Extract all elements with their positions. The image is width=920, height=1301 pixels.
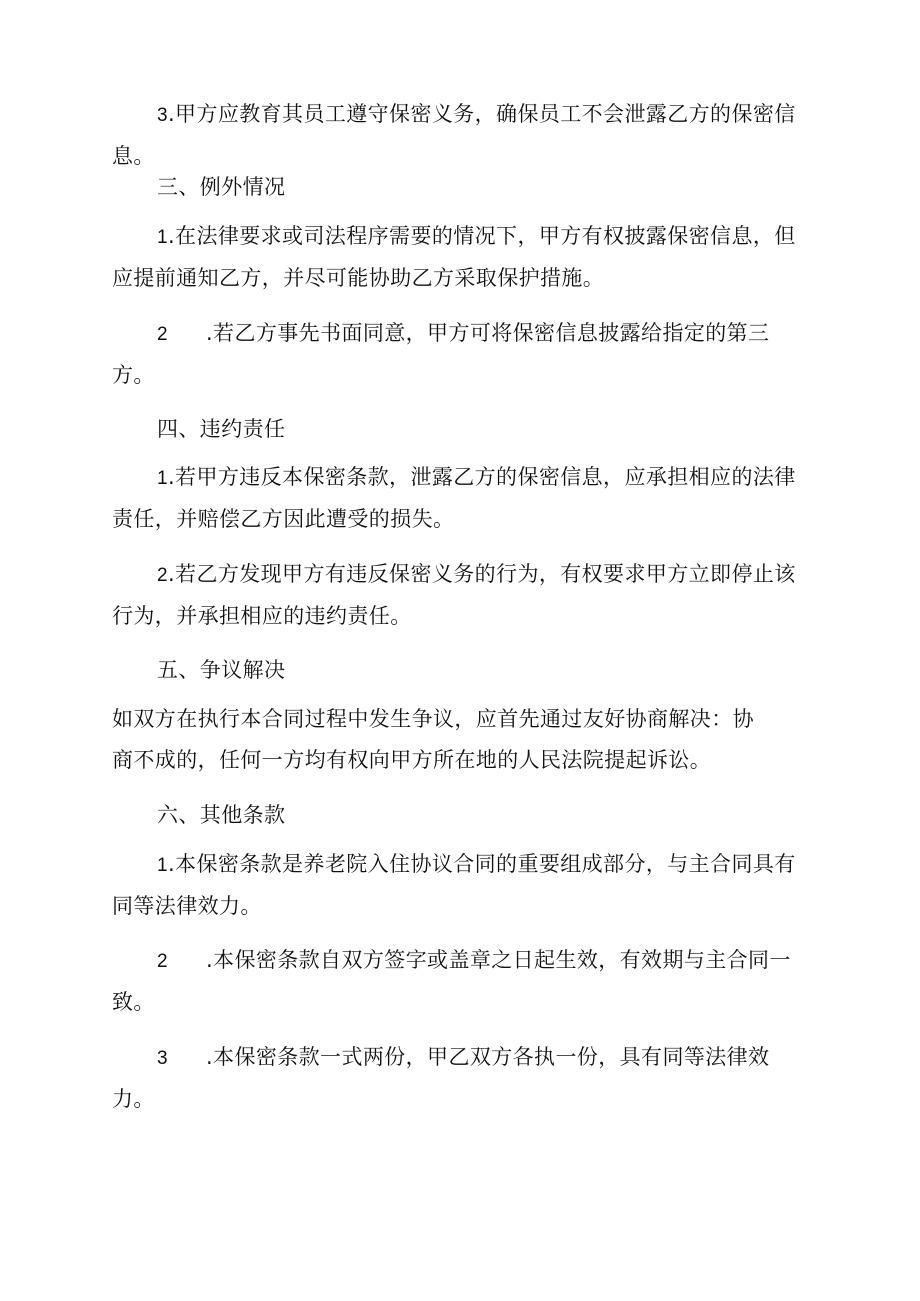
clause-line bbox=[112, 940, 812, 982]
clause-number: 1 bbox=[157, 855, 168, 876]
clause-number: 1 bbox=[157, 468, 168, 489]
section-heading-text: 四、违约责任 bbox=[157, 417, 286, 441]
clause-line: 力。 bbox=[112, 1087, 155, 1111]
clause-line: 如双方在执行本合同过程中发生争议，应首先通过友好协商解决：协 bbox=[112, 707, 754, 731]
clause-4-2 bbox=[112, 554, 812, 637]
clause-number: 2 bbox=[157, 951, 168, 972]
clause-line bbox=[112, 313, 812, 355]
clause-line bbox=[112, 94, 812, 136]
clause-6-2 bbox=[112, 940, 812, 1023]
clause-4-1 bbox=[112, 457, 812, 540]
clause-text: .甲方应教育其员工遵守保密义务，确保员工不会泄露乙方的保密信 bbox=[167, 102, 796, 126]
section-heading-5 bbox=[112, 650, 812, 691]
clause-text: .本保密条款一式两份，甲乙双方各执一份，具有同等法律效 bbox=[205, 1045, 770, 1069]
clause-2-3 bbox=[112, 94, 812, 177]
clause-line bbox=[112, 844, 812, 886]
clause-number: 3 bbox=[157, 105, 168, 126]
clause-number: 2 bbox=[157, 565, 168, 586]
clause-text: .若乙方发现甲方有违反保密义务的行为，有权要求甲方立即停止该 bbox=[167, 562, 796, 586]
clause-3-1 bbox=[112, 216, 812, 299]
clause-3-2 bbox=[112, 313, 812, 396]
clause-line: 商不成的，任何一方均有权向甲方所在地的人民法院提起诉讼。 bbox=[112, 748, 712, 772]
section-heading-text: 三、例外情况 bbox=[157, 175, 286, 199]
clause-5-body bbox=[112, 699, 812, 781]
section-heading-text: 五、争议解决 bbox=[157, 658, 286, 682]
clause-line: 息。 bbox=[112, 144, 155, 168]
clause-line bbox=[112, 554, 812, 596]
clause-6-1 bbox=[112, 844, 812, 927]
clause-line: 同等法律效力。 bbox=[112, 894, 262, 918]
clause-6-3 bbox=[112, 1037, 812, 1120]
clause-line bbox=[112, 216, 812, 258]
clause-text: .若甲方违反本保密条款，泄露乙方的保密信息，应承担相应的法律 bbox=[167, 465, 796, 489]
section-heading-4 bbox=[112, 409, 812, 450]
clause-line: 方。 bbox=[112, 363, 155, 387]
clause-number: 3 bbox=[157, 1048, 168, 1069]
clause-line bbox=[112, 1037, 812, 1079]
clause-text: .在法律要求或司法程序需要的情况下，甲方有权披露保密信息，但 bbox=[167, 224, 796, 248]
section-heading-text: 六、其他条款 bbox=[157, 803, 286, 827]
clause-number: 1 bbox=[157, 227, 168, 248]
clause-number: 2 bbox=[157, 324, 168, 345]
clause-line: 责任，并赔偿乙方因此遭受的损失。 bbox=[112, 507, 455, 531]
section-heading-6 bbox=[112, 795, 812, 836]
clause-line: 致。 bbox=[112, 990, 155, 1014]
section-heading-3 bbox=[112, 167, 812, 208]
clause-text: .若乙方事先书面同意，甲方可将保密信息披露给指定的第三 bbox=[205, 321, 770, 345]
clause-line: 行为，并承担相应的违约责任。 bbox=[112, 604, 412, 628]
clause-text: .本保密条款是养老院入住协议合同的重要组成部分，与主合同具有 bbox=[167, 852, 796, 876]
clause-line: 应提前通知乙方，并尽可能协助乙方采取保护措施。 bbox=[112, 266, 605, 290]
clause-text: .本保密条款自双方签字或盖章之日起生效，有效期与主合同一 bbox=[205, 948, 791, 972]
clause-line bbox=[112, 457, 812, 499]
